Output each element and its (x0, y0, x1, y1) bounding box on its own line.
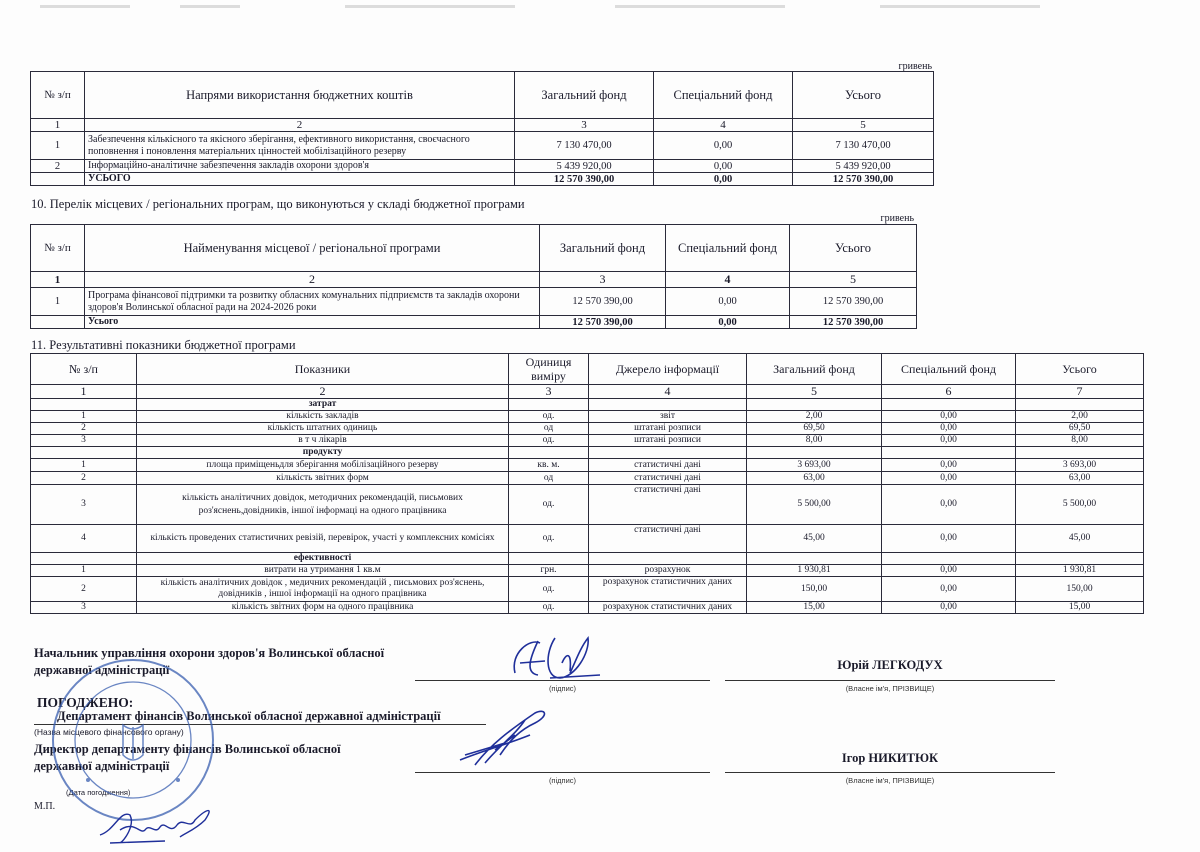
grand-total: 12 570 390,00 (793, 173, 934, 186)
general-fund-total: 12 570 390,00 (540, 316, 666, 329)
official-stamp-icon (48, 655, 218, 825)
director-title: Директор департаменту фінансів Волинської обласної державної адміністрації (34, 742, 341, 773)
director-name-line (725, 772, 1055, 773)
special-fund-value: 0,00 (882, 411, 1016, 423)
general-fund-value: 69,50 (747, 423, 882, 435)
empty-cell (1016, 447, 1144, 459)
unit: од (509, 472, 589, 485)
empty-cell (882, 447, 1016, 459)
indicator-row (31, 602, 1144, 614)
empty-cell (31, 173, 85, 186)
row-number: 1 (31, 132, 85, 160)
header-indicators: Показники (137, 354, 509, 385)
row-number: 1 (31, 288, 85, 316)
row-number: 2 (31, 423, 137, 435)
indicator-row (31, 565, 1144, 577)
general-fund-value: 7 130 470,00 (515, 132, 654, 160)
header-unit: Одиниця виміру (509, 354, 589, 385)
grand-total: 12 570 390,00 (790, 316, 917, 329)
group-header-row (31, 553, 1144, 565)
header-program-name: Найменування місцевої / регіональної програми (85, 225, 540, 272)
total-value: 8,00 (1016, 435, 1144, 447)
scan-artifact (880, 5, 1040, 8)
unit: од. (509, 525, 589, 553)
indicator-name: кількість аналітичних довідок, методичних рекомендацій, письмових роз'яснень,довідників, іншої інформаці на одного працівника (137, 485, 509, 525)
header-total: Усього (1016, 354, 1144, 385)
scan-artifact (345, 5, 515, 8)
table-header-row (31, 225, 917, 272)
regional-programs-table (30, 224, 917, 329)
source: статистичні дані (589, 459, 747, 472)
source: штатані розписи (589, 435, 747, 447)
empty-cell (31, 399, 137, 411)
total-value: 2,00 (1016, 411, 1144, 423)
unit: кв. м. (509, 459, 589, 472)
col-num: 5 (747, 385, 882, 399)
general-fund-value: 63,00 (747, 472, 882, 485)
indicator-name: кількість звітних форм на одного працівника (137, 602, 509, 614)
header-general-fund: Загальний фонд (747, 354, 882, 385)
header-special-fund: Спеціальний фонд (666, 225, 790, 272)
table-row (31, 288, 917, 316)
head-name-line (725, 680, 1055, 681)
general-fund-total: 12 570 390,00 (515, 173, 654, 186)
unit: од. (509, 602, 589, 614)
indicator-name: кількість аналітичних довідок , медичних рекомендацій , письмових роз'яснень, довідників , іншої інформації на одного працівника (137, 577, 509, 602)
program-name: Програма фінансової підтримки та розвитку обласних комунальних підприємств та закладів охорони здоров'я Волинської обласної ради на 2024-2026 роки (85, 288, 540, 316)
unit: од (509, 423, 589, 435)
stamp-signature-icon (95, 805, 225, 847)
total-value: 69,50 (1016, 423, 1144, 435)
total-value: 5 439 920,00 (793, 160, 934, 173)
total-value: 5 500,00 (1016, 485, 1144, 525)
indicator-name: кількість проведених статистичних ревізій, перевірок, участі у комплексних комісіях (137, 525, 509, 553)
header-total: Усього (790, 225, 917, 272)
seal-label: М.П. (34, 801, 56, 812)
special-fund-value: 0,00 (882, 435, 1016, 447)
header-source: Джерело інформації (589, 354, 747, 385)
total-label: Усього (85, 316, 540, 329)
scan-artifact (615, 5, 785, 8)
indicator-row (31, 577, 1144, 602)
special-fund-total: 0,00 (654, 173, 793, 186)
special-fund-value: 0,00 (882, 602, 1016, 614)
general-fund-value: 3 693,00 (747, 459, 882, 472)
col-num: 7 (1016, 385, 1144, 399)
empty-cell (882, 399, 1016, 411)
empty-cell (747, 399, 882, 411)
unit: од. (509, 577, 589, 602)
indicator-row (31, 472, 1144, 485)
agreed-label: ПОГОДЖЕНО: (37, 695, 134, 710)
total-value: 63,00 (1016, 472, 1144, 485)
budget-directions-table (30, 71, 934, 186)
group-label: затрат (137, 399, 509, 411)
name-caption: (Власне ім'я, ПРІЗВИЩЕ) (845, 684, 935, 693)
unit: од. (509, 411, 589, 423)
row-name: Забезпечення кількісного та якісного зберігання, ефективного використання, своєчасного поповнення і поновлення матеріальних цінностей мобілізаційного резерву (85, 132, 515, 160)
indicator-row (31, 435, 1144, 447)
empty-cell (589, 447, 747, 459)
table-header-row (31, 354, 1144, 385)
source: розрахунок (589, 565, 747, 577)
row-number: 3 (31, 602, 137, 614)
col-num: 5 (793, 119, 934, 132)
finance-org-caption: (Назва місцевого фінансового органу) (34, 727, 184, 737)
col-num: 1 (31, 119, 85, 132)
special-fund-value: 0,00 (882, 565, 1016, 577)
indicator-name: кількість закладів (137, 411, 509, 423)
header-general-fund: Загальний фонд (515, 72, 654, 119)
source: звіт (589, 411, 747, 423)
indicator-row (31, 411, 1144, 423)
general-fund-value: 2,00 (747, 411, 882, 423)
general-fund-value: 150,00 (747, 577, 882, 602)
special-fund-value: 0,00 (882, 472, 1016, 485)
total-value: 1 930,81 (1016, 565, 1144, 577)
col-num: 2 (85, 119, 515, 132)
indicator-name: кількість звітних форм (137, 472, 509, 485)
special-fund-total: 0,00 (666, 316, 790, 329)
col-num: 4 (654, 119, 793, 132)
source: розрахунок статистичних даних (589, 602, 747, 614)
total-value: 45,00 (1016, 525, 1144, 553)
empty-cell (1016, 553, 1144, 565)
total-value: 12 570 390,00 (790, 288, 917, 316)
table-header-row (31, 72, 934, 119)
scan-artifact (40, 5, 130, 8)
indicator-name: площа приміщеньдля зберігання мобілізаційного резерву (137, 459, 509, 472)
special-fund-value: 0,00 (882, 525, 1016, 553)
empty-cell (747, 447, 882, 459)
header-direction: Напрями використання бюджетних коштів (85, 72, 515, 119)
header-total: Усього (793, 72, 934, 119)
general-fund-value: 8,00 (747, 435, 882, 447)
indicator-name: кількість штатних одиниць (137, 423, 509, 435)
currency-unit-label: гривень (880, 213, 914, 224)
table-row (31, 160, 934, 173)
empty-cell (747, 553, 882, 565)
general-fund-value: 12 570 390,00 (540, 288, 666, 316)
table-row (31, 132, 934, 160)
header-general-fund: Загальний фонд (540, 225, 666, 272)
col-num: 4 (666, 272, 790, 288)
general-fund-value: 1 930,81 (747, 565, 882, 577)
section-11-title: 11. Результативні показники бюджетної програми (31, 338, 296, 352)
special-fund-value: 0,00 (882, 423, 1016, 435)
empty-cell (31, 447, 137, 459)
col-num: 5 (790, 272, 917, 288)
special-fund-value: 0,00 (882, 577, 1016, 602)
general-fund-value: 5 439 920,00 (515, 160, 654, 173)
empty-cell (882, 553, 1016, 565)
total-row (31, 173, 934, 186)
source: розрахунок статистичних даних (589, 577, 747, 602)
empty-cell (31, 316, 85, 329)
special-fund-value: 0,00 (882, 485, 1016, 525)
row-number: 1 (31, 565, 137, 577)
source: статистичні дані (589, 525, 747, 553)
col-num: 6 (882, 385, 1016, 399)
general-fund-value: 45,00 (747, 525, 882, 553)
group-label: ефективності (137, 553, 509, 565)
row-number: 4 (31, 525, 137, 553)
source: штатані розписи (589, 423, 747, 435)
source: статистичні дані (589, 472, 747, 485)
unit: грн. (509, 565, 589, 577)
group-label: продукту (137, 447, 509, 459)
signature-caption: (підпис) (548, 684, 577, 693)
source: статистичні дані (589, 485, 747, 525)
row-number: 1 (31, 411, 137, 423)
indicator-row (31, 459, 1144, 472)
empty-cell (1016, 399, 1144, 411)
col-num: 3 (540, 272, 666, 288)
row-number: 2 (31, 160, 85, 173)
col-num: 3 (515, 119, 654, 132)
empty-cell (509, 399, 589, 411)
director-name: Ігор НИКИТЮК (841, 751, 939, 765)
currency-unit-label: гривень (898, 61, 932, 72)
row-number: 3 (31, 485, 137, 525)
row-number: 2 (31, 577, 137, 602)
indicator-row (31, 485, 1144, 525)
indicator-row (31, 525, 1144, 553)
empty-cell (589, 399, 747, 411)
col-num: 1 (31, 385, 137, 399)
indicator-name: витрати на утримання 1 кв.м (137, 565, 509, 577)
indicator-name: в т ч лікарів (137, 435, 509, 447)
col-num: 3 (509, 385, 589, 399)
head-signature-icon (500, 633, 610, 683)
finance-org: Департамент фінансів Волинської обласної державної адміністрації (57, 709, 441, 723)
section-10-title: 10. Перелік місцевих / регіональних програм, що виконуються у складі бюджетної програми (31, 197, 525, 211)
column-number-row (31, 385, 1144, 399)
group-header-row (31, 399, 1144, 411)
col-num: 1 (31, 272, 85, 288)
unit: од. (509, 435, 589, 447)
head-signature-line (415, 680, 710, 681)
empty-cell (509, 553, 589, 565)
signature-caption: (підпис) (548, 776, 577, 785)
date-caption: (Дата погодження) (66, 788, 131, 797)
empty-cell (31, 553, 137, 565)
head-title: Начальник управління охорони здоров'я Волинської обласної державної адміністрації (34, 646, 385, 677)
empty-cell (589, 553, 747, 565)
header-number: № з/п (31, 72, 85, 119)
header-number: № з/п (31, 354, 137, 385)
column-number-row (31, 119, 934, 132)
total-value: 15,00 (1016, 602, 1144, 614)
director-signature-line (415, 772, 710, 773)
header-number: № з/п (31, 225, 85, 272)
general-fund-value: 15,00 (747, 602, 882, 614)
general-fund-value: 5 500,00 (747, 485, 882, 525)
special-fund-value: 0,00 (666, 288, 790, 316)
special-fund-value: 0,00 (654, 132, 793, 160)
row-name: Інформаційно-аналітичне забезпечення закладів охорони здоров'я (85, 160, 515, 173)
header-special-fund: Спеціальний фонд (654, 72, 793, 119)
total-value: 3 693,00 (1016, 459, 1144, 472)
name-caption: (Власне ім'я, ПРІЗВИЩЕ) (845, 776, 935, 785)
total-label: УСЬОГО (85, 173, 515, 186)
header-special-fund: Спеціальний фонд (882, 354, 1016, 385)
row-number: 1 (31, 459, 137, 472)
total-row (31, 316, 917, 329)
special-fund-value: 0,00 (654, 160, 793, 173)
row-number: 3 (31, 435, 137, 447)
empty-cell (509, 447, 589, 459)
total-value: 150,00 (1016, 577, 1144, 602)
scan-artifact (180, 5, 240, 8)
director-signature-icon (455, 705, 565, 770)
col-num: 2 (85, 272, 540, 288)
indicator-row (31, 423, 1144, 435)
unit: од. (509, 485, 589, 525)
group-header-row (31, 447, 1144, 459)
head-name: Юрій ЛЕГКОДУХ (837, 658, 943, 672)
col-num: 2 (137, 385, 509, 399)
special-fund-value: 0,00 (882, 459, 1016, 472)
column-number-row (31, 272, 917, 288)
total-value: 7 130 470,00 (793, 132, 934, 160)
performance-indicators-table (30, 353, 1144, 614)
col-num: 4 (589, 385, 747, 399)
row-number: 2 (31, 472, 137, 485)
